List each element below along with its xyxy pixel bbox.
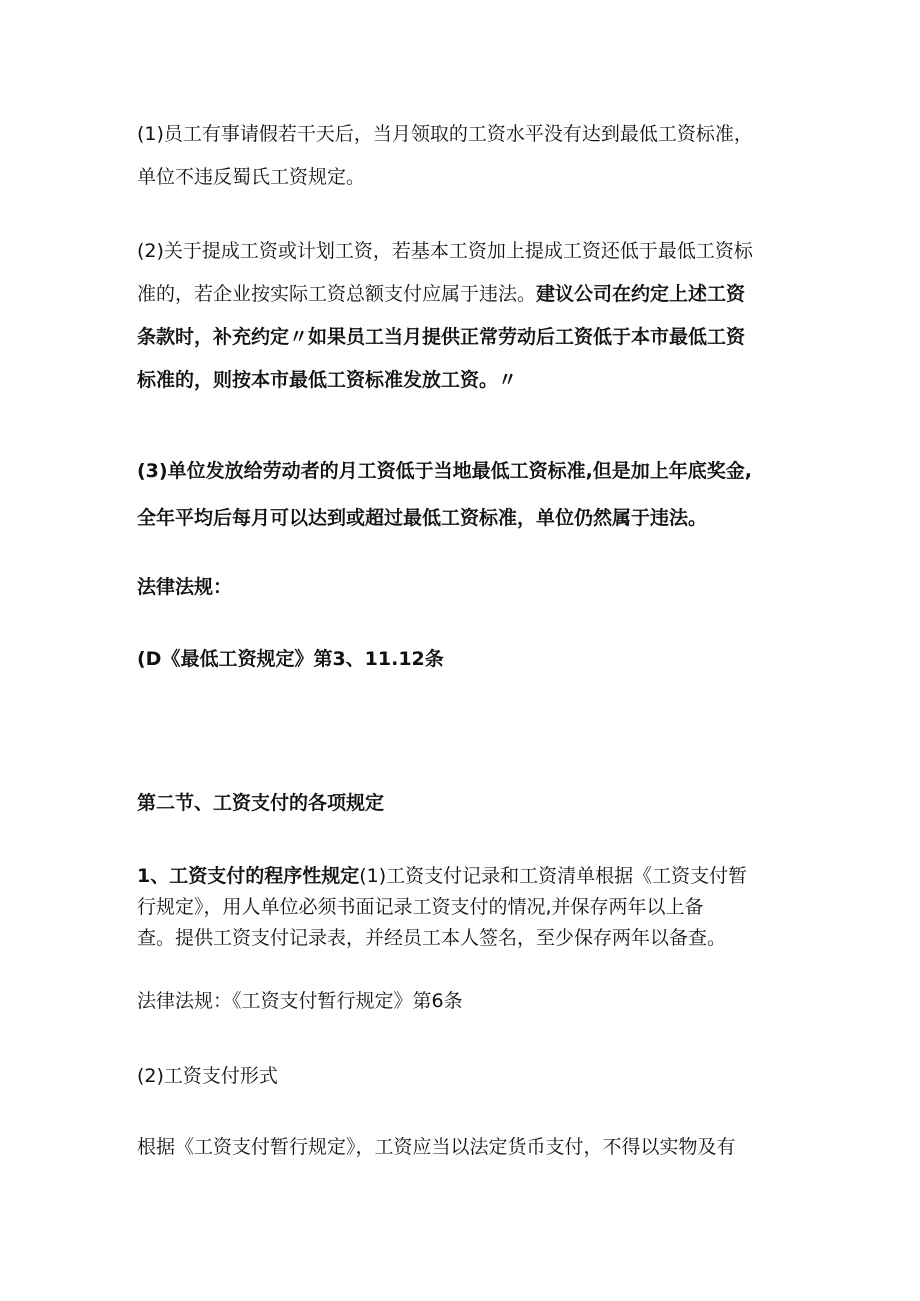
bold-recommendation-text: 条款时，补充约定〃如果员工当月提供正常劳动后工资低于本市最低工资 [137, 326, 746, 348]
paragraph-item-2 [137, 230, 805, 402]
text-line: 全年平均后每月可以达到或超过最低工资标准，单位仍然属于违法。 [137, 507, 708, 529]
paragraph-payment-procedure [137, 861, 805, 954]
text-line-mixed [137, 861, 805, 892]
subsection-heading: (2)工资支付形式 [137, 1065, 278, 1087]
paragraph-item-1 [137, 113, 805, 199]
paragraph-text: 根据《工资支付暂行规定》，工资应当以法定货币支付，不得以实物及有 [137, 1136, 736, 1158]
text-span: 准的，若企业按实际工资总额支付应属于违法。 [137, 283, 537, 305]
text-line: 查。提供工资支付记录表，并经员工本人签名，至少保存两年以备查。 [137, 927, 727, 949]
text-span: (1)工资支付记录和工资清单根据《工资支付暂 [359, 865, 748, 887]
subsection-heading: 1、工资支付的程序性规定 [137, 865, 360, 887]
text-line: (2)关于提成工资或计划工资，若基本工资加上提成工资还低于最低工资标 [137, 240, 753, 262]
bold-recommendation-text: 标准的，则按本市最低工资标准发放工资。〃 [137, 369, 518, 391]
law-citation: (D《最低工资规定》第3、11.12条 [137, 648, 444, 670]
laws-label: 法律法规： [137, 576, 233, 598]
text-line: 行规定》，用人单位必须书面记录工资支付的情况,并保存两年以上备 [137, 896, 704, 918]
law-citation: 法律法规：《工资支付暂行规定》第6条 [137, 990, 463, 1012]
text-line: 单位不违反蜀氏工资规定。 [137, 166, 366, 188]
paragraph-item-3 [137, 448, 805, 542]
text-line-mixed [137, 273, 805, 316]
section-title: 第二节、工资支付的各项规定 [137, 792, 385, 814]
text-line: (3)单位发放给劳动者的月工资低于当地最低工资标准,但是加上年底奖金, [137, 460, 753, 482]
text-line: (1)员工有事请假若干天后，当月领取的工资水平没有达到最低工资标准， [137, 123, 753, 145]
bold-recommendation-text: 建议公司在约定上述工资 [536, 283, 746, 305]
